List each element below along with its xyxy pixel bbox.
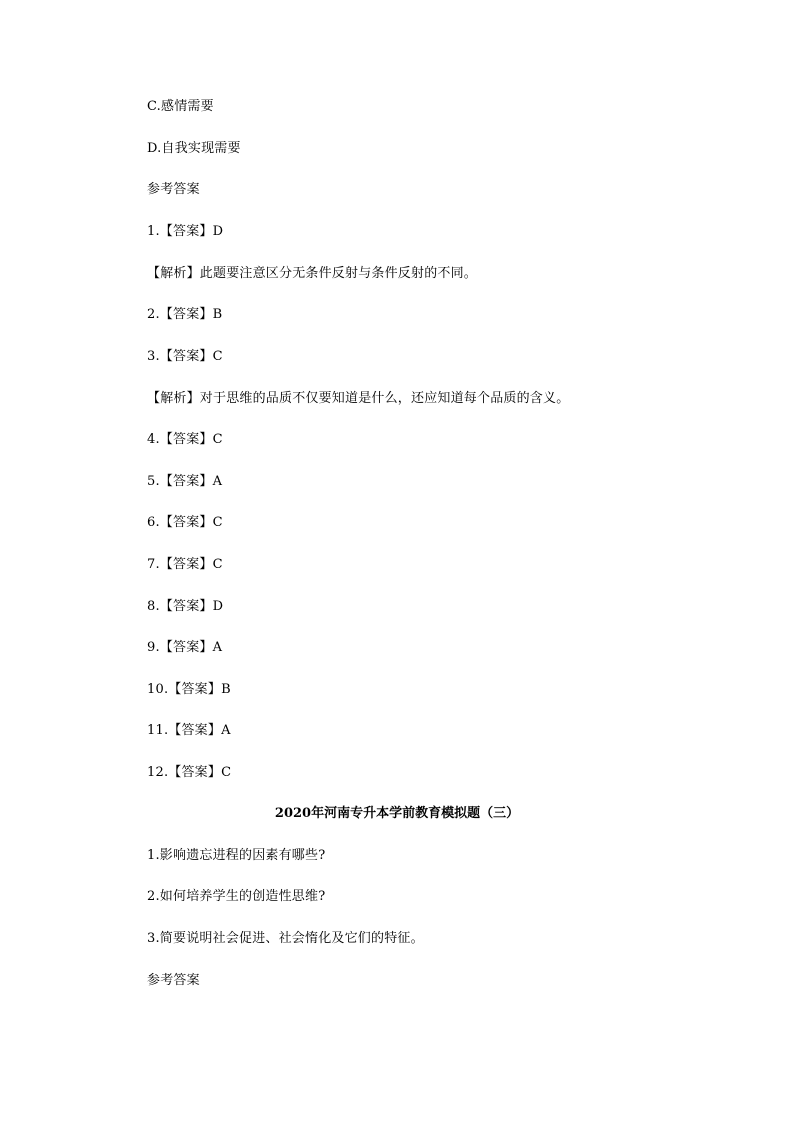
answer-3: 3.【答案】C bbox=[147, 349, 223, 364]
answer-1: 1.【答案】D bbox=[147, 224, 224, 239]
option-c: C.感情需要 bbox=[147, 99, 214, 114]
answer-7: 7.【答案】C bbox=[147, 557, 223, 572]
answer-5: 5.【答案】A bbox=[147, 474, 223, 489]
section-title: 2020年河南专升本学前教育模拟题（三） bbox=[274, 806, 520, 821]
answer-12: 12.【答案】C bbox=[147, 765, 232, 780]
answer-8: 8.【答案】D bbox=[147, 599, 224, 614]
analysis-1: 【解析】此题要注意区分无条件反射与条件反射的不同。 bbox=[147, 266, 478, 281]
answer-11: 11.【答案】A bbox=[147, 723, 231, 738]
analysis-3: 【解析】对于思维的品质不仅要知道是什么，还应知道每个品质的含义。 bbox=[147, 391, 570, 406]
answer-9: 9.【答案】A bbox=[147, 640, 223, 655]
question-3: 3.简要说明社会促进、社会惰化及它们的特征。 bbox=[147, 931, 424, 946]
question-1: 1.影响遗忘进程的因素有哪些? bbox=[147, 848, 326, 863]
answer-6: 6.【答案】C bbox=[147, 515, 223, 530]
answer-10: 10.【答案】B bbox=[147, 682, 231, 697]
answer-4: 4.【答案】C bbox=[147, 432, 223, 447]
question-2: 2.如何培养学生的创造性思维? bbox=[147, 889, 326, 904]
answers-heading-2: 参考答案 bbox=[147, 973, 200, 988]
answer-2: 2.【答案】B bbox=[147, 307, 223, 322]
option-d: D.自我实现需要 bbox=[147, 141, 241, 156]
answers-heading: 参考答案 bbox=[147, 182, 200, 197]
